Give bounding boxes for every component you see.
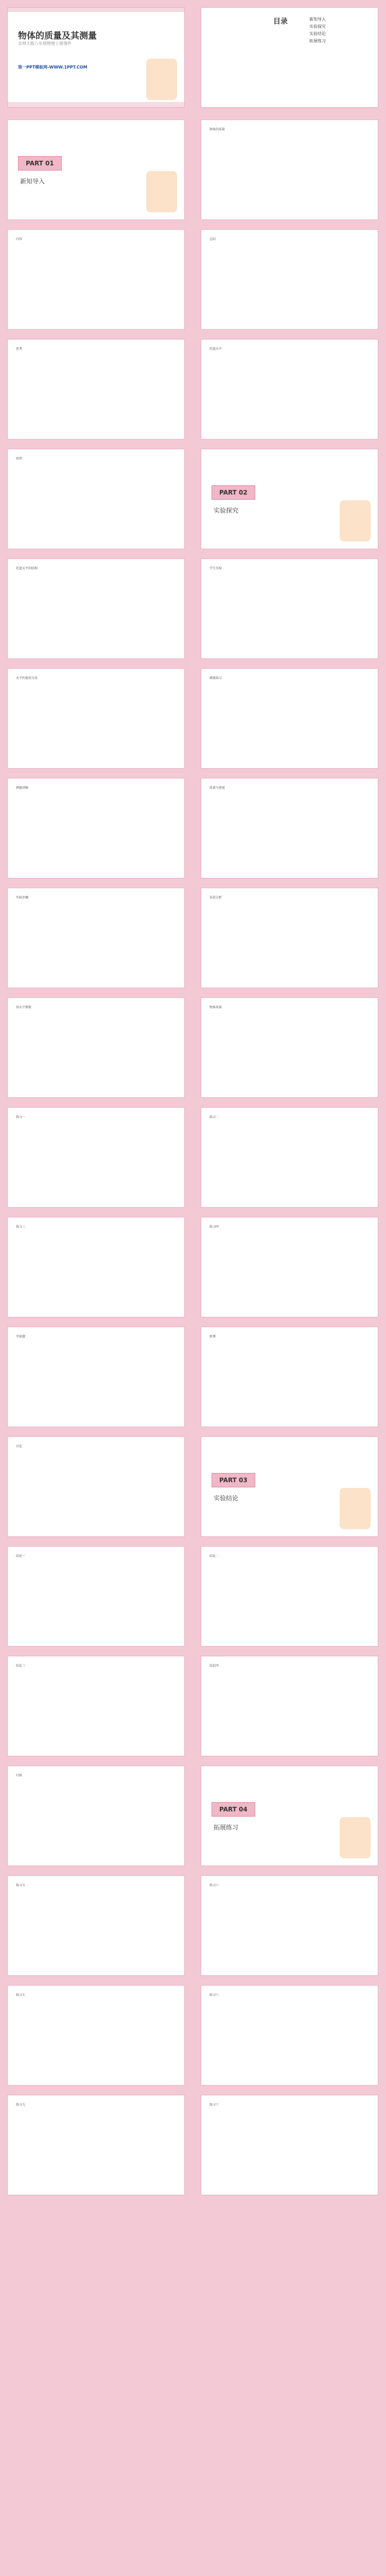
slide-content: 误差分析 (209, 896, 222, 900)
slide-6[interactable] (201, 229, 378, 330)
slide-content: 实验题 (16, 1335, 26, 1338)
toc-item-3[interactable]: 实验结论 (309, 31, 326, 36)
slide-part-04[interactable] (201, 1766, 378, 1866)
mascot-image (340, 500, 371, 541)
part-name: 拓展练习 (214, 1824, 239, 1831)
slide-content: 测量练习 (209, 676, 222, 680)
slide-25[interactable] (7, 1327, 185, 1427)
mascot-image (146, 59, 177, 100)
slide-21[interactable] (7, 1107, 185, 1208)
cover-title: 物体的质量及其测量 (18, 31, 97, 41)
slide-23[interactable] (7, 1217, 185, 1317)
slide-content: 质量与密度 (209, 786, 225, 790)
slide-8[interactable] (201, 339, 378, 439)
part-name: 新知导入 (20, 178, 45, 185)
slide-content: 学生实验 (209, 567, 222, 570)
part-label: PART 03 (212, 1473, 255, 1487)
slide-18[interactable] (201, 888, 378, 988)
slide-39[interactable] (7, 2095, 185, 2195)
slide-content: 内容 (16, 238, 23, 241)
slide-content: 天平的使用方法 (16, 676, 38, 680)
slide-24[interactable] (201, 1217, 378, 1317)
slide-27[interactable] (7, 1436, 185, 1537)
part-label: PART 02 (212, 485, 255, 500)
slide-content: 讨论 (16, 1445, 23, 1448)
slide-content: 结论四 (209, 1664, 219, 1668)
slide-29[interactable] (7, 1546, 185, 1647)
slide-content: 结论二 (209, 1554, 219, 1558)
slide-7[interactable] (7, 339, 185, 439)
slide-5[interactable] (7, 229, 185, 330)
slide-content: 回答 (16, 457, 23, 461)
slide-content: 托盘天平 (209, 347, 222, 351)
slide-content: 练习九 (16, 2103, 26, 2107)
toc-title: 目录 (273, 18, 288, 26)
slide-content: 练习十 (209, 2103, 219, 2107)
slide-40[interactable] (201, 2095, 378, 2195)
slide-31[interactable] (7, 1656, 185, 1756)
slide-content: 练习四 (209, 1225, 219, 1229)
slide-17[interactable] (7, 888, 185, 988)
slide-cover[interactable] (7, 7, 185, 108)
slide-part-01[interactable] (7, 120, 185, 220)
slide-content: 用天平测量 (16, 1006, 32, 1009)
slide-content: 归纳 (16, 1774, 23, 1777)
slide-16[interactable] (201, 778, 378, 878)
mascot-image (340, 1817, 371, 1858)
slide-35[interactable] (7, 1875, 185, 1976)
slide-content: 结论一 (16, 1554, 26, 1558)
top-decoration (8, 8, 184, 12)
slide-content: 练习一 (16, 1115, 26, 1119)
slide-toc[interactable] (201, 7, 378, 108)
slide-9[interactable] (7, 449, 185, 549)
slide-4[interactable] (201, 120, 378, 220)
slide-content: 托盘天平的结构 (16, 567, 38, 570)
slide-part-02[interactable] (201, 449, 378, 549)
slide-14[interactable] (201, 668, 378, 769)
slide-content: 思考 (16, 347, 23, 351)
part-name: 实验结论 (214, 1495, 239, 1502)
cover-site: 第一PPT模板网-WWW.1PPT.COM (18, 65, 87, 70)
part-label: PART 04 (212, 1802, 255, 1817)
slide-content: 练习六 (209, 1884, 219, 1887)
slide-32[interactable] (201, 1656, 378, 1756)
mascot-image (340, 1488, 371, 1529)
slide-19[interactable] (7, 997, 185, 1098)
slide-38[interactable] (201, 1985, 378, 2086)
slide-20[interactable] (201, 997, 378, 1098)
slide-content: 实验步骤 (16, 896, 29, 900)
cover-subtitle: 北师大版八年级物理上册课件 (18, 41, 72, 46)
slide-content: 例题讲解 (16, 786, 29, 790)
slide-content: 结论三 (16, 1664, 26, 1668)
slide-15[interactable] (7, 778, 185, 878)
slide-content: 物体质量 (209, 1006, 222, 1009)
slide-33[interactable] (7, 1766, 185, 1866)
slide-content: 练习七 (16, 1993, 26, 1997)
slide-13[interactable] (7, 668, 185, 769)
part-label: PART 01 (18, 156, 62, 171)
mascot-image (146, 171, 177, 212)
toc-item-1[interactable]: 新知导入 (309, 17, 326, 22)
toc-item-4[interactable]: 拓展练习 (309, 39, 326, 43)
slide-22[interactable] (201, 1107, 378, 1208)
slide-26[interactable] (201, 1327, 378, 1427)
toc-item-2[interactable]: 实验探究 (309, 24, 326, 29)
slide-part-03[interactable] (201, 1436, 378, 1537)
slide-11[interactable] (7, 558, 185, 659)
slide-content: 练习二 (209, 1115, 219, 1119)
slide-12[interactable] (201, 558, 378, 659)
slide-content: 练习五 (16, 1884, 26, 1887)
bottom-decoration (8, 102, 184, 107)
slide-30[interactable] (201, 1546, 378, 1647)
part-name: 实验探究 (214, 507, 239, 514)
slide-37[interactable] (7, 1985, 185, 2086)
toc-list (309, 16, 326, 45)
slide-content: 练习三 (16, 1225, 26, 1229)
slide-content: 练习八 (209, 1993, 219, 1997)
slide-content: 总结 (209, 238, 216, 241)
slide-36[interactable] (201, 1875, 378, 1976)
slide-content: 新课 (209, 1335, 216, 1338)
slide-content: 物体的质量 (209, 128, 225, 131)
